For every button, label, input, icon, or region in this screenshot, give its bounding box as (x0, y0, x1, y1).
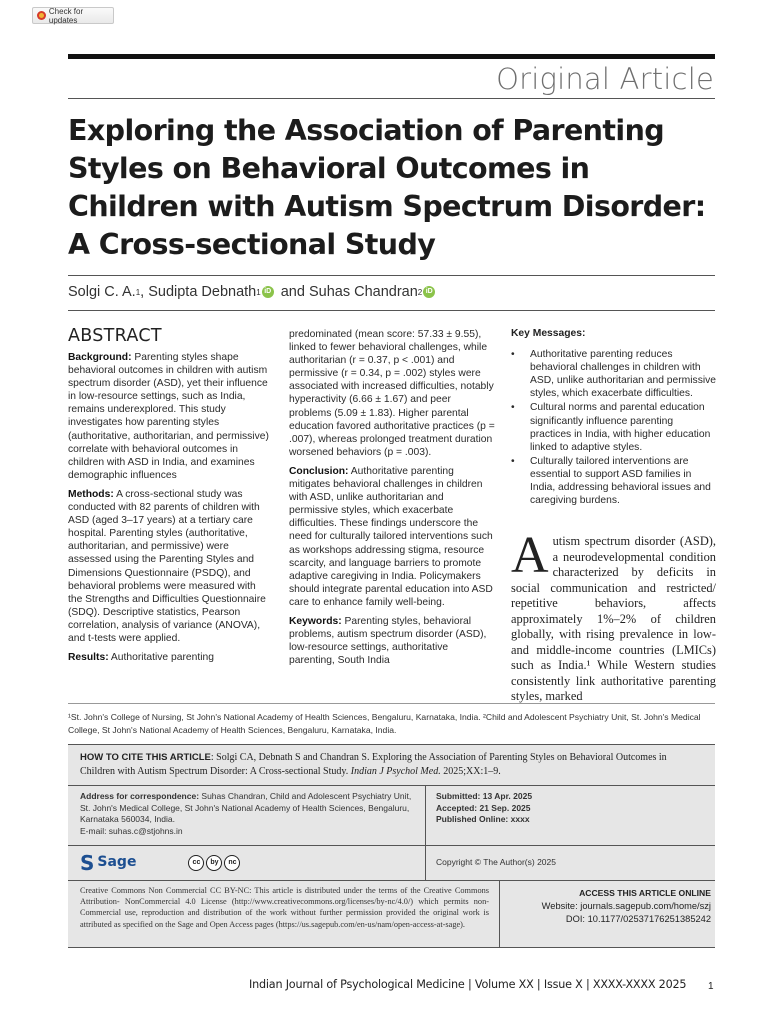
methods-text: A cross-sectional study was conducted with 82 parents of children with ASD (aged 3–17 years) at a tertiary care hospital. Parenting styles (authoritative, authoritarian, and permissive) were assessed using the Parenting Styles and Dimensions Questionnaire (PSDQ), and behavioral problems were measured with the Strengths and Difficulties Questionnaire (SDQ). Descriptive statistics, Pearson correlation, analysis of variance (ANOVA), and t-tests were applied. (68, 488, 266, 644)
published-label: Published Online: (436, 814, 509, 824)
orcid-icon[interactable]: iD (423, 286, 435, 298)
author-name: Suhas Chandran (308, 284, 418, 300)
abstract-methods (68, 488, 271, 645)
abstract-background (68, 351, 271, 482)
background-text: Parenting styles shape behavioral outcomes in children with autism spectrum disorder (ASD), yet their influence in low-resource settings, such as India, remains underexplored. This study investigates how parenting styles (authoritative, authoritarian, and permissive) correlate with behavioral outcomes in children with ASD in India, and examines demographic influences (68, 352, 269, 481)
access-doi[interactable]: DOI: 10.1177/02537176251385242 (565, 914, 711, 924)
accepted-label: Accepted: (436, 802, 478, 813)
keywords-text: Parenting styles, behavioral problems, autism spectrum disorder (ASD), low-resource settings, authoritative parenting, South India (289, 615, 487, 667)
drop-cap: A (511, 527, 549, 584)
abstract-heading: ABSTRACT (68, 326, 162, 346)
key-messages (511, 327, 716, 508)
cc-icon: cc (188, 855, 204, 871)
license-text: Creative Commons Non Commercial CC BY-NC: This article is distributed under the terms of the Creative Commons Attribution- NonCommercial 4.0 License (http://www.creativecommons.org/licenses/by-nc/4.0/) which permits non-Commercial use, reproduction and distribution of the work without further permission provided the original work is attributed as specified on the Sage and Open Access pages (https://us.sagepub.com/en-us/nam/open-access-at-sage). (80, 886, 489, 929)
correspondence-label: Address for correspondence: (80, 791, 200, 801)
results-text: Authoritative parenting (110, 652, 214, 664)
abstract-conclusion (289, 465, 495, 609)
affiliations: ¹St. John's College of Nursing, St John's National Academy of Health Sciences, Bengaluru, Karnataka, India. ²Child and Adolescent Psychiatry Unit, St. John's Medical College, St John's National Academy of Health Sciences, Bengaluru, Karnataka, India. (68, 712, 701, 735)
sage-logo (80, 853, 136, 873)
top-rule (68, 54, 715, 59)
divider (68, 703, 715, 704)
cite-label: HOW TO CITE THIS ARTICLE (80, 752, 211, 763)
affiliation-marker: 2 (417, 287, 423, 297)
published-date: xxxx (510, 814, 530, 824)
author-name: Sudipta Debnath (148, 284, 257, 300)
abstract-column-1 (68, 351, 271, 670)
journal-footer: Indian Journal of Psychological Medicine | Volume XX | Issue X | XXXX-XXXX 2025 (249, 978, 687, 991)
copyright-text: Copyright © The Author(s) 2025 (436, 857, 556, 868)
accepted-date: 21 Sep. 2025 (479, 802, 531, 813)
how-to-cite-box (68, 744, 715, 785)
sage-logo-icon: S (80, 851, 95, 875)
results-continued: predominated (mean score: 57.33 ± 9.55), linked to fewer behavioral challenges, while authoritarian (r = 0.37, p < .001) and permissive (r = 0.34, p = .002) styles were associated with increased difficulties, notably hyperactivity (6.66 ± 1.67) and peer problems (5.09 ± 1.83). Higher parental education favored authoritative practices (p = .007), whereas prolonged treatment duration worsened behaviors (p = .003). (289, 329, 495, 458)
copyright (425, 846, 715, 880)
crossmark-icon (37, 11, 46, 20)
orcid-icon[interactable]: iD (262, 286, 274, 298)
methods-label: Methods: (68, 488, 114, 500)
cite-text: : Solgi CA, Debnath S and Chandran S. Exploring the Association of Parenting Styles on Behavioral Outcomes in Children with Autism Spectrum Disorder: A Cross-sectional Study. (80, 752, 667, 777)
intro-body: utism spectrum disorder (ASD), a neurodevelopmental condition characterized by deficits in social communication and restricted/ repetitive behaviors, affects approximately 1%–2% of children globally, with rising prevalence in low- and middle-income countries (LMICs) such as India.¹ While Western studies consistently link authoritative parenting styles, marked (511, 534, 716, 703)
background-label: Background: (68, 352, 132, 363)
divider (68, 275, 715, 276)
nc-icon: nc (224, 855, 240, 871)
correspondence (80, 786, 420, 845)
author-list (68, 284, 438, 300)
key-message-item: • Authoritative parenting reduces behavioral challenges in children with ASD, unlike authoritarian and permissive styles, which exacerbate difficulties. (511, 348, 716, 400)
key-messages-heading: Key Messages: (511, 328, 586, 339)
abstract-results (68, 651, 271, 664)
access-heading: ACCESS THIS ARTICLE ONLINE (579, 888, 711, 898)
abstract-keywords (289, 615, 495, 667)
license-row (68, 880, 715, 948)
abstract-column-2 (289, 328, 495, 673)
author-conjunction: and (276, 284, 309, 300)
keywords-label: Keywords: (289, 615, 342, 627)
results-label: Results: (68, 652, 109, 664)
introduction-text (511, 527, 716, 705)
article-dates (425, 786, 715, 845)
key-message-item: • Culturally tailored interventions are essential to support ASD families in India, addressing behavioral issues and caregiving burdens. (511, 455, 716, 507)
correspondence-text: Suhas Chandran, Child and Adolescent Psychiatry Unit, St. John's Medical College, St John's National Academy of Health Sciences, Bengaluru, Karnataka 560034, India. (80, 791, 412, 824)
access-website[interactable]: Website: journals.sagepub.com/home/szj (541, 901, 711, 911)
publisher-row (68, 845, 715, 880)
check-for-updates-button[interactable] (32, 7, 114, 24)
article-title: Exploring the Association of Parenting Styles on Behavioral Outcomes in Children with Autism Spectrum Disorder: A Cross-sectional Study (68, 114, 706, 261)
cc-license-icons (188, 855, 240, 871)
cite-tail: 2025;XX:1–9. (440, 766, 501, 777)
author-name: Solgi C. A. (68, 284, 136, 300)
submitted-date: 13 Apr. 2025 (482, 791, 533, 801)
conclusion-text: Authoritative parenting mitigates behavioral challenges in children with ASD, unlike authoritarian and permissive styles, which exacerbate difficulties. These findings underscore the need for culturally tailored interventions such as workshops addressing stigma, resource scarcity, and language barriers to promote adaptive caregiving in India. Policymakers should integrate parental education into ASD care to enhance family well-being. (289, 465, 493, 608)
affiliation-marker: 1 (135, 287, 141, 297)
cite-journal: Indian J Psychol Med. (350, 766, 441, 777)
key-message-item: • Cultural norms and parental education significantly influence parenting practices in India, with higher education linked to adaptive styles. (511, 401, 716, 453)
divider (68, 98, 715, 99)
page-number: 1 (708, 981, 714, 992)
correspondence-row (68, 785, 715, 845)
conclusion-label: Conclusion: (289, 465, 349, 477)
divider (68, 310, 715, 311)
correspondence-email[interactable]: E-mail: suhas.c@stjohns.in (80, 825, 183, 836)
publisher-logos (80, 846, 420, 880)
submitted-label: Submitted: (436, 791, 481, 801)
affiliation-marker: 1 (256, 287, 261, 297)
author-separator: , (140, 284, 149, 300)
by-icon: by (206, 855, 222, 871)
sage-logo-text: Sage (97, 854, 137, 871)
article-type: Original Article (496, 62, 714, 96)
check-for-updates-label: Check for updates (48, 6, 84, 25)
access-online (499, 881, 715, 947)
